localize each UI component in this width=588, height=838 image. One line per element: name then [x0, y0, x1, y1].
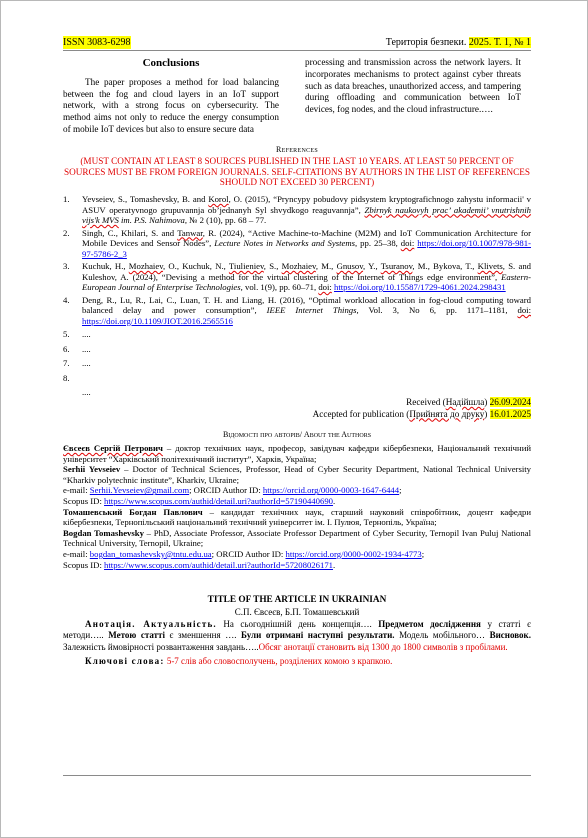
abstract-label: Анотація. Актуальність.	[85, 619, 217, 629]
abstract-length-note: Обсяг анотації становить від 1300 до 1800 символів з пробілами.	[258, 641, 508, 652]
conclusions-text-right: processing and transmission across the network layers. It incorporates mechanisms to protect against cyber threats such as data breaches, unauthorized access, and tampering during offloading and communication between IoT devices, fog nodes, and the cloud infrastructure.….	[305, 57, 521, 115]
bottom-rule	[63, 775, 531, 776]
author2-ua: Томашевський Богдан Павлович – кандидат технічних наук, старший науковий співробітник, доцент кафедри кібербезпеки, Тернопільський національний технічний університет ім. І. Пулюя, Тернопіль, Україна;	[63, 506, 531, 528]
accepted-line: Accepted for publication (Прийнята до друку) 16.01.2025	[312, 408, 531, 419]
author1-en: Serhii Yevseiev – Doctor of Technical Sciences, Professor, Head of Cyber Security Department, National Technical University “Kharkiv polytechnic institute”, Kharkiv, Ukraine;	[63, 464, 531, 485]
reference-placeholder: 6. ....	[63, 343, 91, 354]
reference-item: 3. Kuchuk, H., Mozhaiev, O., Kuchuk, N., Tiulieniev, S., Mozhaiev, M., Gnusov, Y., Tsuranov, M., Bykova, T., Klivets, S. and Kuleshov, A. (2024), “Devising a method for the virtual clustering of the Internet of Things edge environment”, Eastern-European Journal of Enterprise Technologies, vol. 1(9), pp. 60–71, doi: https://doi.org/10.15587/1729-4061.2024.298431	[63, 261, 531, 292]
author2-en: Bogdan Tomashevsky – PhD, Associate Professor, Associate Professor Department of Cyber Security, Ternopil Ivan Puluj National Technical University, Ternopil, Ukraine;	[63, 527, 531, 549]
issue-number: 2025. Т. 1, № 1	[468, 37, 531, 48]
running-header	[63, 36, 531, 51]
author2-email-link[interactable]: bogdan_tomashevsky@tntu.edu.ua	[89, 548, 212, 559]
reference-item: 2. Singh, C., Khilari, S. and Tanwar, R. (2024), “Active Machine-to-Machine (M2M) and IoT Communication Architecture for Mobile Devices and Sensor Nodes”, Lecture Notes in Networks and Systems, pp. 25–38, doi: https://doi.org/10.1007/978-981-97-5786-2_3	[63, 227, 531, 259]
reference-trailing-dots: ....	[82, 387, 91, 397]
received-accepted-block	[313, 397, 531, 420]
author1-scopus: Scopus ID: https://www.scopus.com/authid/detail.uri?authorId=57190440690.	[63, 495, 336, 506]
conclusions-right-column	[305, 57, 521, 116]
doi-link[interactable]: https://doi.org/10.15587/1729-4061.2024.298431	[334, 282, 506, 292]
author1-email-link[interactable]: Serhii.Yevseiev@gmail.com	[89, 485, 190, 496]
reference-placeholder: 8.	[63, 372, 70, 383]
authors-info	[63, 443, 531, 570]
author2-scopus-link[interactable]: https://www.scopus.com/authid/detail.uri?authorId=57208026171	[104, 559, 334, 570]
author1-scopus-link[interactable]: https://www.scopus.com/authid/detail.uri?authorId=57190440690	[104, 495, 334, 506]
doi-link[interactable]: https://doi.org/10.1109/JIOT.2016.2565516	[82, 315, 233, 326]
doi-link[interactable]: https://doi.org/10.1007/978-981-97-5786-2_3	[82, 238, 531, 259]
journal-issue	[386, 36, 531, 49]
references-requirements-note: (MUST CONTAIN AT LEAST 8 SOURCES PUBLISHED IN THE LAST 10 YEARS. AT LEAST 50 PERCENT OF SOURCES MUST BE FROM FOREIGN JOURNALS. SELF-CITATIONS BY AUTHORS IN THE LIST OF REFERENCES SHOULD NOT EXCEED 30 PERCENT)	[63, 156, 530, 187]
accepted-date: 16.01.2025	[489, 408, 531, 419]
reference-item: 1. Yevseiev, S., Tomashevsky, B. and Korol, O. (2015), “Pryncypy pobudovy pidsystem kryptografichnogo zahystu informacii' v ASUV operatyvnogo grupuvannja ob’jednanyh Syl shvydkogo reaguvannja”, Zbirnyk naukovyh prac’ akademii’ vnutrishnih vijs'k MVS im. P.S. Nahimova, № 2 (10), pp. 68 – 77.	[63, 194, 532, 225]
author2-scopus: Scopus ID: https://www.scopus.com/authid/detail.uri?authorId=57208026171.	[63, 559, 336, 570]
author1-orcid-link[interactable]: https://orcid.org/0000-0003-1647-6444	[262, 485, 400, 496]
reference-placeholder: 7. ....	[63, 358, 91, 368]
references-title: References	[275, 145, 318, 154]
conclusions-left-column	[63, 57, 279, 136]
ukrainian-author-names: С.П. Євсеєв, Б.П. Томашевський	[234, 607, 360, 617]
conclusions-text-left: The paper proposes a method for load balancing between the fog and cloud layers in an IoT support network, with a strong focus on cybersecurity. The method aims not only to reduce the energy consumption of mobile IoT devices but also to ensure secure data	[63, 76, 279, 134]
ukrainian-abstract: Анотація. Актуальність. На сьогоднішній день концепція…. Предметом дослідження у статті є методи….. Метою статті є зменшення …. Були отримані наступні результати. Модель мобільного… Висновок. Залежність ймовірності розвантаження завдань…..Обсяг анотації становить від 1300 до 1800 символів з пробілами.	[63, 619, 532, 652]
author2-orcid-link[interactable]: https://orcid.org/0000-0002-1934-4773	[285, 548, 422, 559]
author2-contacts: e-mail: bogdan_tomashevsky@tntu.edu.ua; ORCID Author ID: https://orcid.org/0000-0002-1934-4773;	[63, 548, 425, 559]
authors-title: Відомості про авторів/ About the Authors	[222, 430, 372, 439]
keywords-line	[85, 656, 531, 667]
issn-label: ISSN 3083-6298	[63, 37, 131, 48]
keywords-label: Ключові слова:	[85, 656, 165, 666]
author1-ua: Євсеєв Сергій Петрович – доктор технічних наук, професор, завідувач кафедри кібербезпеки, Національний технічний університет “Харківський політехнічний інститут”, Харків, Україна;	[63, 443, 531, 464]
conclusions-heading: Conclusions	[142, 57, 200, 69]
reference-item: 4. Deng, R., Lu, R., Lai, C., Luan, T. H. and Liang, H. (2016), “Optimal workload allocation in fog-cloud computing toward balanced delay and power consumption”, IEEE Internet Things, Vol. 3, No 6, pp. 1171–1181, doi: https://doi.org/10.1109/JIOT.2016.2565516	[63, 294, 531, 326]
references-list	[63, 194, 531, 402]
ukrainian-article-title: TITLE OF THE ARTICLE IN UKRAINIAN	[207, 595, 387, 605]
received-line: Received (Надійшла) 26.09.2024	[406, 397, 531, 407]
author1-contacts: e-mail: Serhii.Yevseiev@gmail.com; ORCID Author ID: https://orcid.org/0000-0003-1647-6444;	[63, 485, 402, 496]
journal-name: Територія безпеки.	[385, 37, 467, 48]
reference-placeholder: 5. ....	[63, 329, 91, 339]
received-date: 26.09.2024	[489, 397, 531, 407]
keywords-note: 5-7 слів або словосполучень, розділених комою з крапкою.	[166, 656, 393, 666]
